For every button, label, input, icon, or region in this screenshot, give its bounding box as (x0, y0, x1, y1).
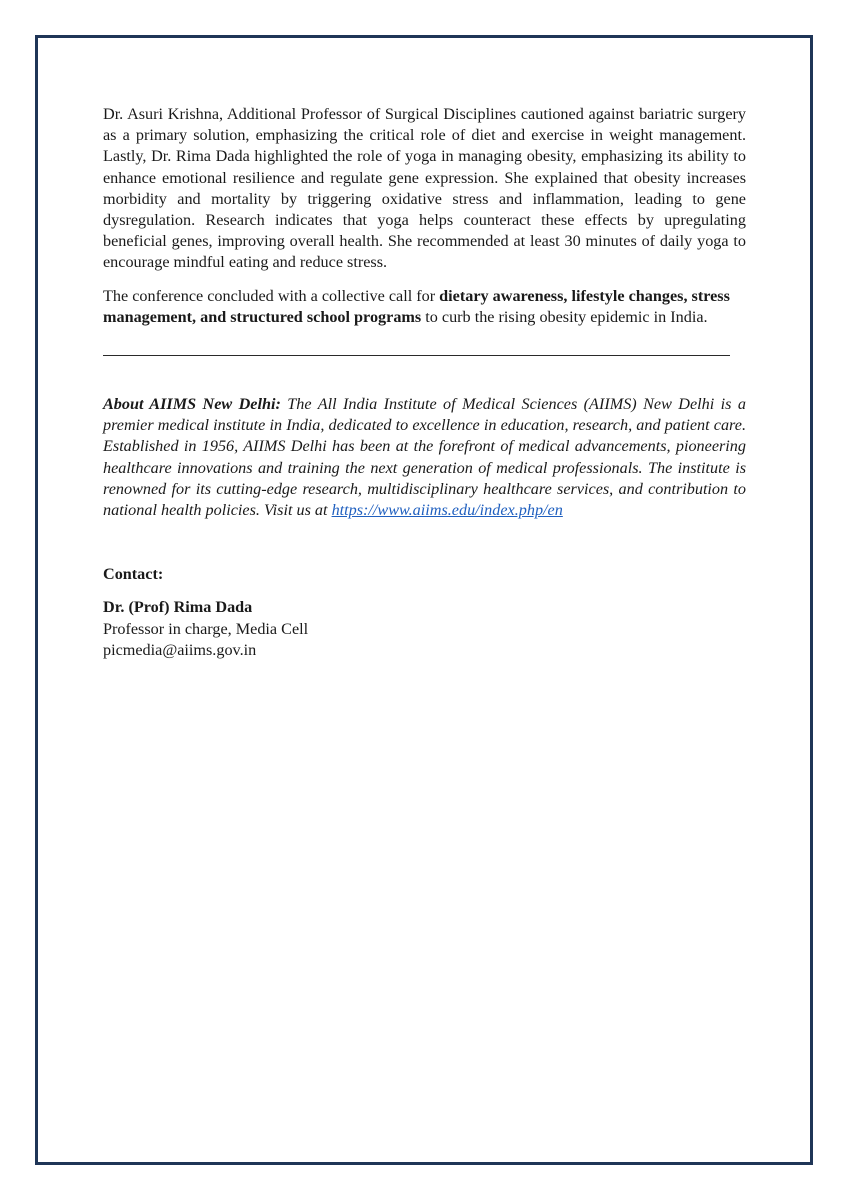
conclusion-bold-text: dietary awareness, lifestyle changes, stress management, and structured school programs (103, 286, 730, 326)
contact-name: Dr. (Prof) Rima Dada (103, 598, 253, 617)
contact-heading: Contact: (103, 565, 164, 584)
about-paragraph (103, 394, 746, 521)
contact-role: Professor in charge, Media Cell (103, 619, 309, 638)
paragraph-conclusion (103, 286, 746, 328)
conclusion-text-start: The conference concluded with a collective call for (103, 286, 440, 305)
horizontal-divider (103, 355, 730, 356)
conclusion-text-end: to curb the rising obesity epidemic in India. (421, 307, 708, 326)
document-body (103, 104, 746, 661)
contact-email: picmedia@aiims.gov.in (103, 640, 257, 659)
about-text: The All India Institute of Medical Sciences (AIIMS) New Delhi is a premier medical institute in India, dedicated to excellence in education, research, and patient care. Established in 1956, AIIMS Delhi has been at the forefront of medical advancements, pioneering healthcare innovations and training the next generation of medical professionals. The institute is renowned for its cutting-edge research, multidisciplinary healthcare services, and contribution to national health policies. Visit us at (103, 395, 746, 520)
aiims-website-link[interactable]: https://www.aiims.edu/index.php/en (331, 501, 563, 520)
about-label: About AIIMS New Delhi: (103, 395, 281, 414)
paragraph-speakers: Dr. Asuri Krishna, Additional Professor of Surgical Disciplines cautioned against bariatric surgery as a primary solution, emphasizing the critical role of diet and exercise in weight management. Lastly, Dr. Rima Dada highlighted the role of yoga in managing obesity, emphasizing its ability to enhance emotional resilience and regulate gene expression. She explained that obesity increases morbidity and mortality by triggering oxidative stress and inflammation, leading to gene dysregulation. Research indicates that yoga helps counteract these effects by upregulating beneficial genes, improving overall health. She recommended at least 30 minutes of daily yoga to encourage mindful eating and reduce stress. (103, 105, 746, 272)
